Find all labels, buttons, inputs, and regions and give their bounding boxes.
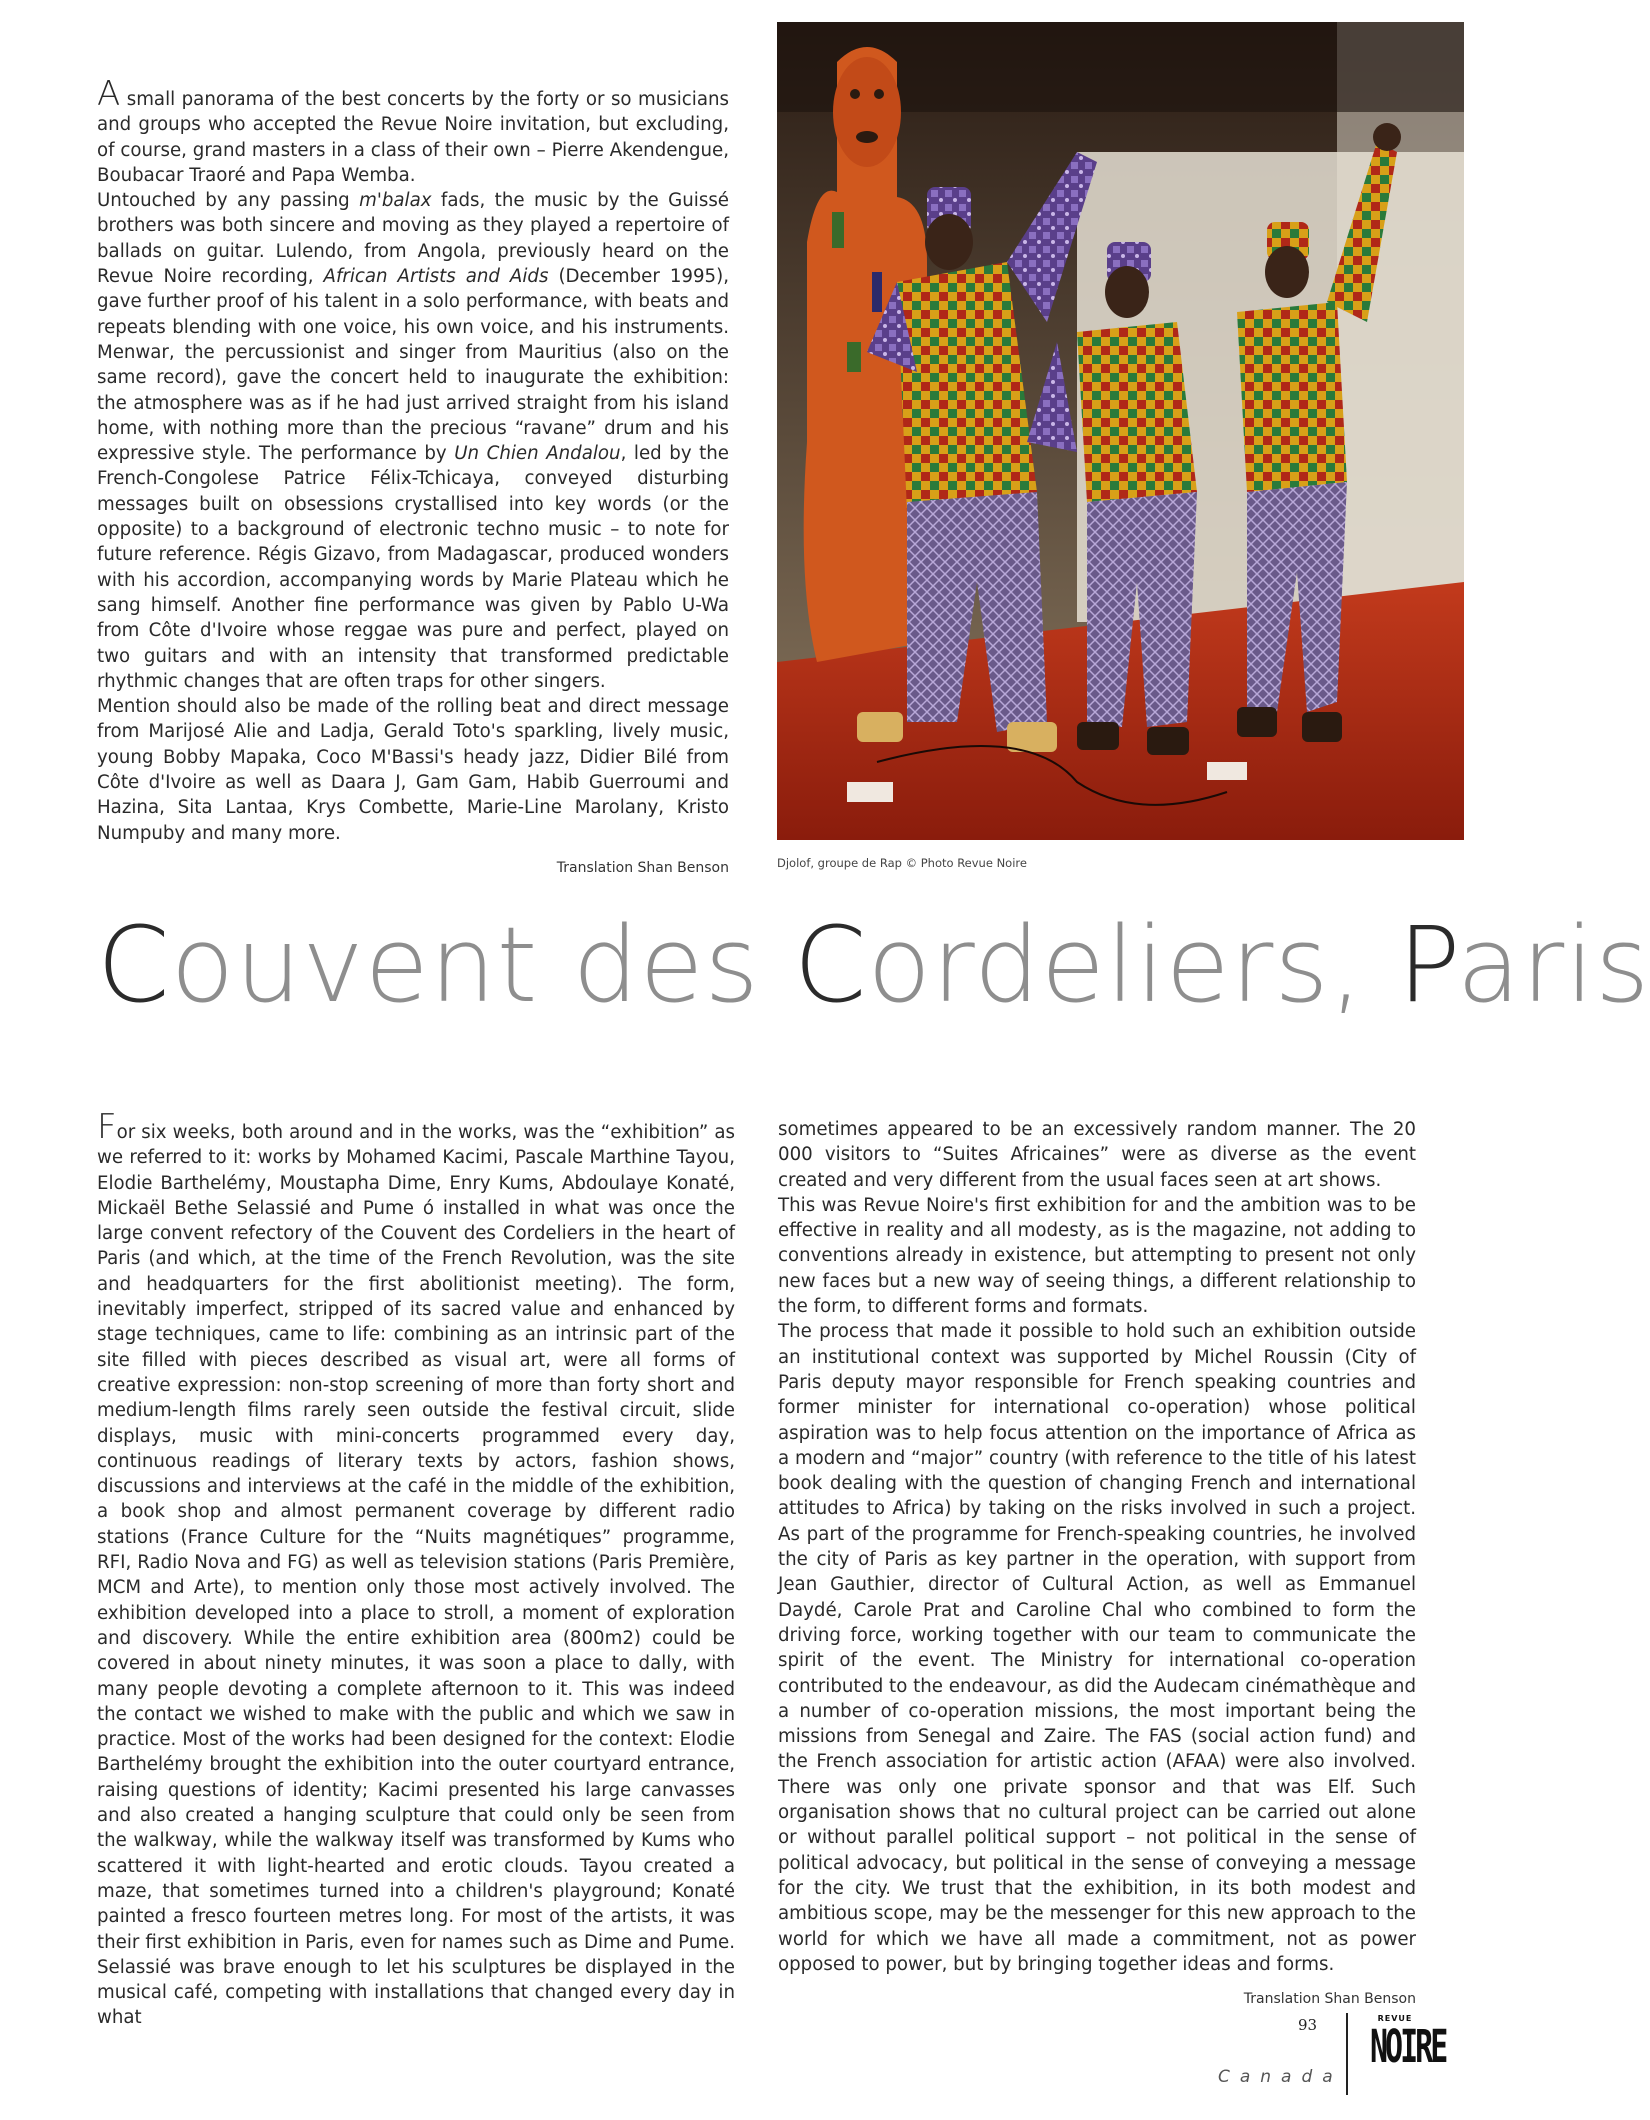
logo-small-text: REVUE	[1377, 2014, 1413, 2023]
drop-cap: F	[97, 1107, 117, 1147]
paragraph-text: (December 1995), gave further proof of his talent in a solo performance, with beats and repeats blending with one voice, his own voice, and his instruments. Menwar, the percussionist and singer from Mauritius (also on the same record), gave the concert held to inaugurate the exhibition: the atmosphere was as if he had just arrived straight from his island home, with nothing more than the precious “ravane” drum and his expressive style. The performance by	[97, 266, 730, 465]
logo-big-text: NOIRE	[1370, 2021, 1446, 2074]
headline-text: ordeliers,	[867, 904, 1398, 1026]
intro-article	[97, 74, 730, 881]
paragraph-text: , led by the French-Congolese Patrice Félix-Tchicaya, conveyed disturbing messages built on obsessions crystallised into key words (or the opposite) to a background of electronic techno music – to note for future reference. Régis Gizavo, from Madagascar, produced wonders with his accordion, accompanying words by Marie Plateau which he sang himself. Another fine performance was given by Pablo U-Wa from Côte d'Ivoire whose reggae was pure and perfect, played on two guitars and with an intensity that transformed predictable rhythmic changes that are often traps for other singers.	[97, 443, 729, 692]
article-headline	[97, 904, 1650, 1026]
headline-text: aris	[1456, 904, 1650, 1026]
article-paragraph: sometimes appeared to be an excessively random manner. The 20 000 visitors to “Suites Africaines” were as diverse as the event created and very different from the usual faces seen at art shows.	[778, 1119, 1416, 1191]
headline-initial: C	[97, 904, 171, 1026]
italic-title: African Artists and Aids	[323, 266, 549, 288]
paragraph-text: or six weeks, both around and in the works, was the “exhibition” as we referred to it: works by Mohamed Kacimi, Pascale Marthine Tayou, Elodie Barthelémy, Moustapha Dime, Enry Kums, Abdoulaye Konaté, Mickaël Bethe Selassié and Pume ó installed in what was once the large convent refectory of the Couvent des Cordeliers in the heart of Paris (and which, at the time of the French Revolution, was the site and headquarters for the first abolitionist meeting). The form, inevitably imperfect, stripped of its sacred value and enhanced by stage techniques, came to life: combining as an intrinsic part of the site filled with pieces described as visual art, were all forms of creative expression: non-stop screening of more than forty short and medium-length films rarely seen outside the festival circuit, slide displays, music with mini-concerts programmed every day, continuous readings of literary texts by actors, fashion shows, discussions and interviews at the café in the middle of the exhibition, a book shop and almost permanent coverage by different radio stations (France Culture for the “Nuits magnétiques” programme, RFI, Radio Nova and FG) as well as television stations (Paris Première, MCM and Arte), to mention only those most actively involved. The exhibition developed into a place to stroll, a moment of exploration and discovery. While the entire exhibition area (800m2) could be covered in about ninety minutes, it was soon a place to dally, with many people devoting a complete afternoon to it. This was indeed the contact we wished to make with the public and which we saw in practice. Most of the works had been designed for the context: Elodie Barthelémy brought the exhibition into the outer courtyard entrance, raising questions of identity; Kacimi presented his large canvasses and also created a hanging sculpture that could only be seen from the walkway, while the walkway itself was transformed by Kums who scattered it with light-hearted and erotic clouds. Tayou created a maze, that sometimes turned into a children's playground; Konaté painted a fresco fourteen metres long. For most of the artists, it was their first exhibition in Paris, even for names such as Dime and Pume. Selassié was brave enough to let his sculptures be displayed in the musical café, competing with installations that changed every day in what	[97, 1122, 735, 2029]
intro-paragraph-3: Mention should also be made of the rolling beat and direct message from Marijosé Alie and Ladja, Gerald Toto's sparkling, lively music, young Bobby Mapaka, Coco M'Bassi's heady jazz, Didier Bilé from Côte d'Ivoire as well as Daara J, Gam Gam, Habib Guerroumi and Hazina, Sita Lantaa, Krys Combette, Marie-Line Marolany, Kristo Numpuby and many more.	[97, 696, 729, 844]
footer-divider	[1346, 2013, 1348, 2095]
page-number: 93	[1298, 2016, 1318, 2034]
paragraph-text: small panorama of the best concerts by the forty or so musicians and groups who accepted the Revue Noire invitation, but excluding, of course, grand masters in a class of their own – Pierre Akendengue, Boubacar Traoré and Papa Wemba.	[97, 89, 729, 186]
article-paragraph: This was Revue Noire's first exhibition for and the ambition was to be effective in reality and all modesty, as is the magazine, not adding to conventions already in existence, but attempting to present not only new faces but a new way of seeing things, a different relationship to the form, to different forms and formats.	[778, 1194, 1416, 1318]
headline-initial: P	[1397, 904, 1457, 1026]
article-paragraph	[97, 1107, 735, 2031]
paragraph-text: Untouched by any passing	[97, 190, 360, 212]
intro-paragraph-2	[97, 188, 729, 694]
revue-noire-logo	[1370, 2014, 1446, 2074]
section-label: Canada	[1218, 2067, 1343, 2087]
headline-text: ouvent des	[170, 904, 794, 1026]
translation-credit: Translation Shan Benson	[556, 859, 729, 876]
drop-cap: A	[97, 74, 121, 114]
article-column-right	[778, 1117, 1416, 2012]
photo-caption: Djolof, groupe de Rap © Photo Revue Noire	[777, 856, 1027, 870]
translation-credit: Translation Shan Benson	[1243, 1991, 1416, 2008]
intro-paragraph-1	[97, 74, 729, 188]
headline-initial: C	[793, 904, 868, 1026]
concert-photo	[777, 22, 1464, 840]
italic-band-name: Un Chien Andalou	[454, 443, 621, 465]
paragraph-text: fads, the music by the Guissé brothers was both sincere and moving as they played a repertoire of ballads on guitar. Lulendo, from Angola, previously heard on the Revue Noire recording,	[97, 190, 729, 288]
article-paragraph: The process that made it possible to hold such an exhibition outside an institutional context was supported by Michel Roussin (City of Paris deputy mayor responsible for French speaking countries and former minister for international co-operation) whose political aspiration was to help focus attention on the importance of Africa as a modern and “major” country (with reference to the title of his latest book dealing with the question of changing French and international attitudes to Africa) by taking on the risks involved in such a project. As part of the programme for French-speaking countries, he involved the city of Paris as key partner in the operation, with support from Jean Gauthier, director of Cultural Action, as well as Emmanuel Daydé, Carole Prat and Caroline Chal who combined to form the driving force, working together with our team to communicate the spirit of the event. The Ministry for international co-operation contributed to the endeavour, as did the Audecam cinémathèque and a number of co-operation missions, the most important being the missions from Senegal and Zaire. The FAS (social action fund) and the French association for artistic action (AFAA) were also involved. There was only one private sponsor and that was Elf. Such organisation shows that no cultural project can be carried out alone or without parallel political support – not political in the sense of political advocacy, but political in the sense of conveying a message for the city. We trust that the exhibition, in its both modest and ambitious scope, may be the messenger for this new approach to the world for which we have all made a commitment, not as power opposed to power, but by bringing together ideas and forms.	[778, 1321, 1416, 1975]
italic-term: m'balax	[359, 190, 432, 212]
photo-illustration	[777, 22, 1464, 840]
article-column-left	[97, 1107, 735, 2031]
